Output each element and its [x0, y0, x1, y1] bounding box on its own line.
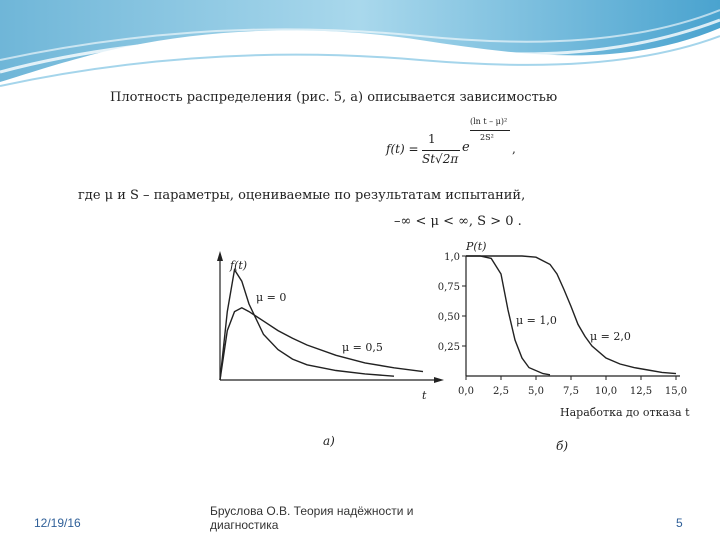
y-tick-label: 0,25 [437, 342, 460, 353]
y-tick-label: 0,75 [437, 282, 460, 293]
params-text: где μ и S – параметры, оцениваемые по результатам испытаний, [78, 188, 526, 203]
figure-b-x-ticks [458, 376, 687, 397]
footer-date: 12/19/16 [34, 516, 81, 530]
figure-a-density-chart [200, 245, 450, 455]
formula-base: e [462, 140, 470, 155]
curve-mu-2-0 [466, 256, 676, 374]
figure-b-reliability-chart [430, 238, 700, 458]
footer-page-number: 5 [676, 516, 683, 530]
label-mu-0-5: μ = 0,5 [342, 341, 383, 354]
intro-text: Плотность распределения (рис. 5, а) описывается зависимостью [110, 90, 558, 105]
footer-author: Бруслова О.В. Теория надёжности и диагностика [210, 504, 414, 532]
figure-b-ylabel: P(t) [466, 240, 487, 253]
x-tick-label: 5,0 [528, 386, 544, 397]
x-tick-label: 12,5 [629, 386, 653, 397]
figure-a-ylabel: f(t) [230, 259, 248, 272]
curve-mu-0-5 [220, 308, 423, 380]
constraint-text: –∞ < μ < ∞, S > 0 . [394, 214, 522, 229]
label-mu-2-0: μ = 2,0 [590, 330, 631, 343]
x-tick-label: 7,5 [563, 386, 579, 397]
figure-b-y-ticks [438, 252, 466, 353]
y-tick-label: 0,50 [437, 312, 460, 323]
figure-b-xlabel: Наработка до отказа t [560, 406, 690, 419]
label-mu-1-0: μ = 1,0 [516, 314, 557, 327]
figure-b-caption: б) [556, 439, 569, 453]
formula-comma: , [512, 142, 516, 156]
y-tick-label: 1,0 [444, 252, 460, 263]
figure-a-caption: а) [323, 434, 335, 448]
x-tick-label: 2,5 [493, 386, 509, 397]
x-tick-label: 15,0 [664, 386, 688, 397]
formula-exponent-numerator: (ln t – μ)² [470, 117, 508, 126]
label-mu-0: μ = 0 [256, 291, 287, 304]
figure-a-xlabel: t [422, 389, 427, 402]
formula-fraction-bar [422, 150, 460, 151]
x-tick-label: 0,0 [458, 386, 474, 397]
formula-denominator: St√2π [422, 152, 459, 166]
formula-numerator: 1 [428, 132, 436, 146]
formula-exponent-denominator: 2S² [480, 133, 494, 142]
figure-a-y-arrow [217, 251, 223, 261]
formula-lhs: f(t) = [386, 142, 419, 156]
formula-exponent-bar [470, 130, 510, 131]
x-tick-label: 10,0 [594, 386, 618, 397]
